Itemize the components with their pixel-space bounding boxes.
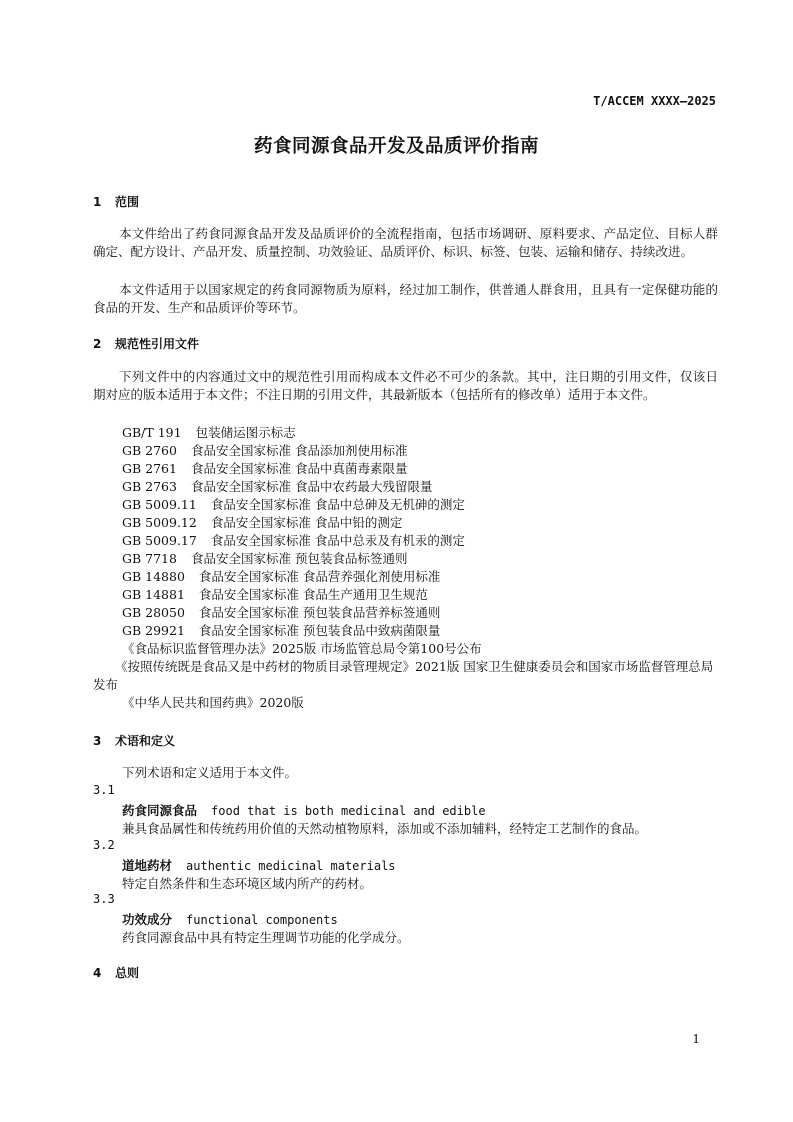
reference-item (122, 460, 407, 478)
reference-name: 食品安全国家标准 食品中真菌毒素限量 (190, 461, 408, 476)
section-3-heading (93, 732, 175, 749)
paragraph: 本文件适用于以国家规定的药食同源物质为原料，经过加工制作，供普通人群食用，且具有一定保健功能的食品的开发、生产和品质评价等环节。 (93, 282, 718, 315)
term-name (122, 801, 486, 819)
section-1-heading (93, 193, 139, 210)
paragraph: 本文件给出了药食同源食品开发及品质评价的全流程指南，包括市场调研、原料要求、产品定位、目标人群确定、配方设计、产品开发、质量控制、功效验证、品质评价、标识、标签、包装、运输和储存、持续改进。 (93, 226, 718, 259)
reference-name: 食品安全国家标准 食品添加剂使用标准 (190, 443, 408, 458)
reference-item (122, 586, 428, 604)
reference-item: 《食品标识监督管理办法》2025版 市场监管总局令第100号公布 (122, 641, 482, 656)
reference-item (122, 478, 432, 496)
section-number: 2 (93, 337, 102, 351)
term-name-en: authentic medicinal materials (186, 859, 396, 873)
reference-code: GB 7718 (122, 551, 177, 566)
reference-code: GB 2760 (122, 443, 177, 458)
term-name-zh: 功效成分 (122, 912, 173, 927)
reference-item (122, 550, 407, 568)
term-number: 3.2 (93, 838, 115, 852)
reference-code: GB 14880 (122, 569, 185, 584)
term-definition: 药食同源食品中具有特定生理调节功能的化学成分。 (122, 930, 410, 945)
reference-code: GB 2763 (122, 479, 177, 494)
reference-name: 食品安全国家标准 食品中农药最大残留限量 (190, 479, 433, 494)
reference-item: 《按照传统既是食品又是中药材的物质目录管理规定》2021版 国家卫生健康委员会和国家市场监督管理总局发布 (93, 659, 714, 692)
term-name-zh: 道地药材 (122, 858, 173, 873)
term-definition: 特定自然条件和生态环境区域内所产的药材。 (122, 876, 373, 891)
section-title: 规范性引用文件 (115, 337, 200, 351)
reference-name: 食品安全国家标准 食品中总汞及有机汞的测定 (210, 533, 465, 548)
term-name (122, 910, 338, 928)
section-number: 1 (93, 195, 102, 209)
reference-item (122, 442, 407, 460)
reference-item (122, 514, 402, 532)
page-number: 1 (692, 1032, 700, 1046)
reference-name: 食品安全国家标准 食品中总砷及无机砷的测定 (210, 497, 465, 512)
reference-code: GB/T 191 (122, 425, 182, 440)
section-number: 3 (93, 734, 102, 748)
term-number: 3.1 (93, 783, 115, 797)
term-number: 3.3 (93, 892, 115, 906)
term-definition: 兼具食品属性和传统药用价值的天然动植物原料，添加或不添加辅料，经特定工艺制作的食品。 (122, 821, 648, 836)
reference-code: GB 28050 (122, 605, 185, 620)
section-2-heading (93, 335, 199, 352)
reference-item (122, 496, 465, 514)
reference-name: 食品安全国家标准 预包装食品标签通则 (190, 551, 408, 566)
section-title: 范围 (115, 195, 140, 209)
paragraph: 下列文件中的内容通过文中的规范性引用而构成本文件必不可少的条款。其中，注日期的引用文件，仅该日期对应的版本适用于本文件；不注日期的引用文件，其最新版本（包括所有的修改单）适用于本文件。 (93, 369, 718, 402)
paragraph: 下列术语和定义适用于本文件。 (122, 765, 298, 780)
reference-item (122, 622, 440, 640)
section-number: 4 (93, 966, 102, 980)
term-name (122, 856, 396, 874)
term-name-en: functional components (186, 913, 338, 927)
reference-name: 包装储运图示标志 (195, 425, 296, 440)
reference-item (122, 424, 296, 442)
section-title: 术语和定义 (115, 734, 176, 748)
reference-code: GB 5009.11 (122, 497, 197, 512)
reference-code: GB 29921 (122, 623, 185, 638)
reference-code: GB 5009.12 (122, 515, 197, 530)
reference-item (122, 568, 440, 586)
reference-code: GB 2761 (122, 461, 177, 476)
reference-name: 食品安全国家标准 预包装食品营养标签通则 (198, 605, 441, 620)
term-name-zh: 药食同源食品 (122, 803, 198, 818)
reference-item (122, 532, 465, 550)
section-title: 总则 (115, 966, 140, 980)
reference-item: 《中华人民共和国药典》2020版 (122, 695, 304, 710)
reference-item (122, 604, 440, 622)
term-name-en: food that is both medicinal and edible (211, 804, 486, 818)
section-4-heading (93, 964, 139, 981)
document-title: 药食同源食品开发及品质评价指南 (253, 136, 539, 157)
reference-name: 食品安全国家标准 食品营养强化剂使用标准 (198, 569, 441, 584)
reference-code: GB 14881 (122, 587, 185, 602)
reference-name: 食品安全国家标准 食品中铅的测定 (210, 515, 403, 530)
reference-name: 食品安全国家标准 预包装食品中致病菌限量 (198, 623, 441, 638)
document-code: T/ACCEM XXXX—2025 (593, 94, 716, 108)
reference-code: GB 5009.17 (122, 533, 197, 548)
reference-name: 食品安全国家标准 食品生产通用卫生规范 (198, 587, 428, 602)
